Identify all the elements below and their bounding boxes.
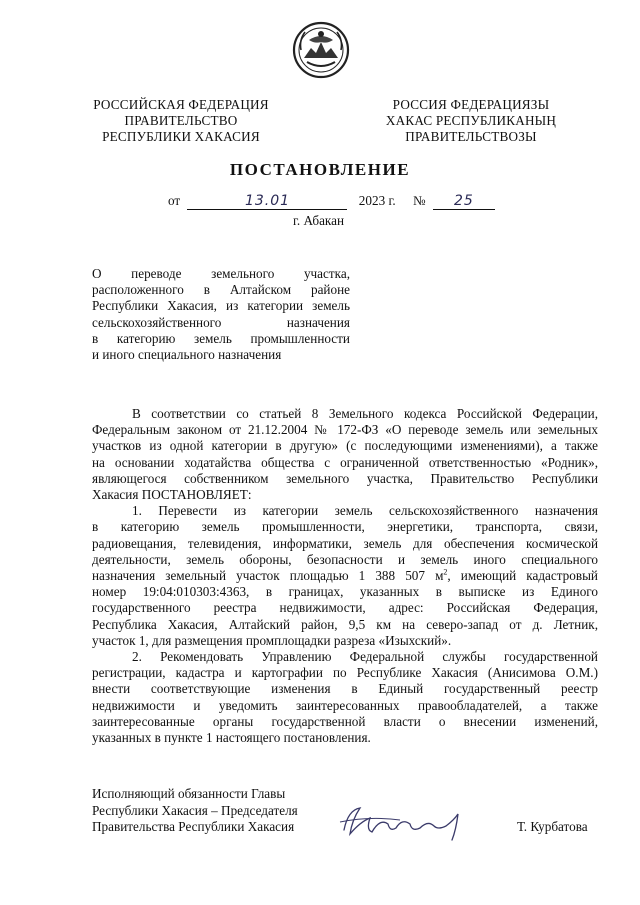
position-line: Правительства Республики Хакасия <box>92 819 295 834</box>
coat-of-arms-icon <box>291 20 351 80</box>
handwritten-signature <box>330 800 480 846</box>
body-line: Республика Хакасия, Алтайский район, 9,5 км на северо-запад от д. Летник, <box>92 616 598 632</box>
date-day-month: 13.01 <box>187 193 347 210</box>
body-line: заинтересованные органы государственной власти о внесении изменений, <box>92 713 598 729</box>
area-text: назначения земельный участок площадью 1 388 507 м <box>92 568 444 584</box>
subject-line: расположенного в Алтайском районе <box>92 282 350 298</box>
body-line: радиовещания, телевидения, информатики, земель для обеспечения космической <box>92 535 598 551</box>
header-left-line: РЕСПУБЛИКИ ХАКАСИЯ <box>102 129 260 144</box>
header-right-line: ХАКАС РЕСПУБЛИКАНЫҢ <box>385 113 557 128</box>
header-right-line: ПРАВИТЕЛЬСТВОЗЫ <box>405 129 537 144</box>
position-line: Исполняющий обязанности Главы <box>92 786 286 801</box>
date-prefix: от <box>168 193 181 208</box>
header-left-line: РОССИЙСКАЯ ФЕДЕРАЦИЯ <box>93 97 269 112</box>
position-line: Республики Хакасия – Председателя <box>92 802 298 818</box>
body-line: участок 1, для размещения промплощадки разреза «Изыхский». <box>92 632 452 648</box>
body-line: 2. Рекомендовать Управлению Федеральной службы государственной <box>132 649 598 665</box>
header-left-line: ПРАВИТЕЛЬСТВО <box>124 113 238 128</box>
area-tail: , имеющий кадастровый <box>447 568 598 584</box>
body-line: Хакасия ПОСТАНОВЛЯЕТ: <box>92 487 252 503</box>
subject-line: Республики Хакасия, из категории земель <box>92 298 350 314</box>
body-line: участков из одной категории в другую» (с последующими изменениями), а также <box>92 438 598 454</box>
subject-line: сельскохозяйственного назначения <box>92 314 350 330</box>
body-line: на основании ходатайства общества с ограниченной ответственностью «Родник», <box>92 454 598 470</box>
body-line: являющегося собственником земельного участка, Правительство Республики <box>92 470 598 486</box>
document-body <box>92 406 598 746</box>
signatory-position <box>92 786 298 836</box>
body-line: Федеральным законом от 21.12.2004 № 172-ФЗ «О переводе земель или земельных <box>92 422 598 438</box>
subject-line: О переводе земельного участка, <box>92 266 350 281</box>
document-number: 25 <box>433 193 495 210</box>
body-line: в категорию земель промышленности, энергетики, транспорта, связи, <box>92 519 598 535</box>
body-line: государственного реестра недвижимости, адрес: Российская Федерация, <box>92 600 598 616</box>
body-line-area <box>92 568 598 584</box>
date-line <box>168 193 495 213</box>
body-line: деятельности, земель обороны, безопасности и земель иного специального <box>92 551 598 567</box>
city: г. Абакан <box>293 213 345 228</box>
body-line: указанных в пункте 1 настоящего постановления. <box>92 730 371 746</box>
body-line: 1. Перевести из категории земель сельскохозяйственного назначения <box>132 503 598 519</box>
subject-line: в категорию земель промышленности <box>92 330 350 346</box>
signatory-name: Т. Курбатова <box>517 819 588 834</box>
body-line: номер 19:04:010303:4363, в границах, указанных в выписке из Единого <box>92 584 598 600</box>
body-line: регистрации, кадастра и картографии по Республике Хакасия (Анисимова О.М.) <box>92 665 598 681</box>
header-right-line: РОССИЯ ФЕДЕРАЦИЯЗЫ <box>392 97 550 112</box>
date-year: 2023 г. <box>358 193 396 208</box>
document-title: ПОСТАНОВЛЕНИЕ <box>229 160 411 179</box>
subject-block <box>92 266 350 363</box>
header-left <box>92 97 270 145</box>
area-superscript: 2 <box>443 567 448 577</box>
body-line: внести соответствующие изменения в Единый государственный реестр <box>92 681 598 697</box>
body-line: недвижимости и уведомить заинтересованных правообладателей, а также <box>92 697 598 713</box>
number-label: № <box>412 193 426 208</box>
subject-line: и иного специального назначения <box>92 347 282 363</box>
body-line: В соответствии со статьей 8 Земельного кодекса Российской Федерации, <box>132 406 598 421</box>
header-right <box>382 97 560 145</box>
